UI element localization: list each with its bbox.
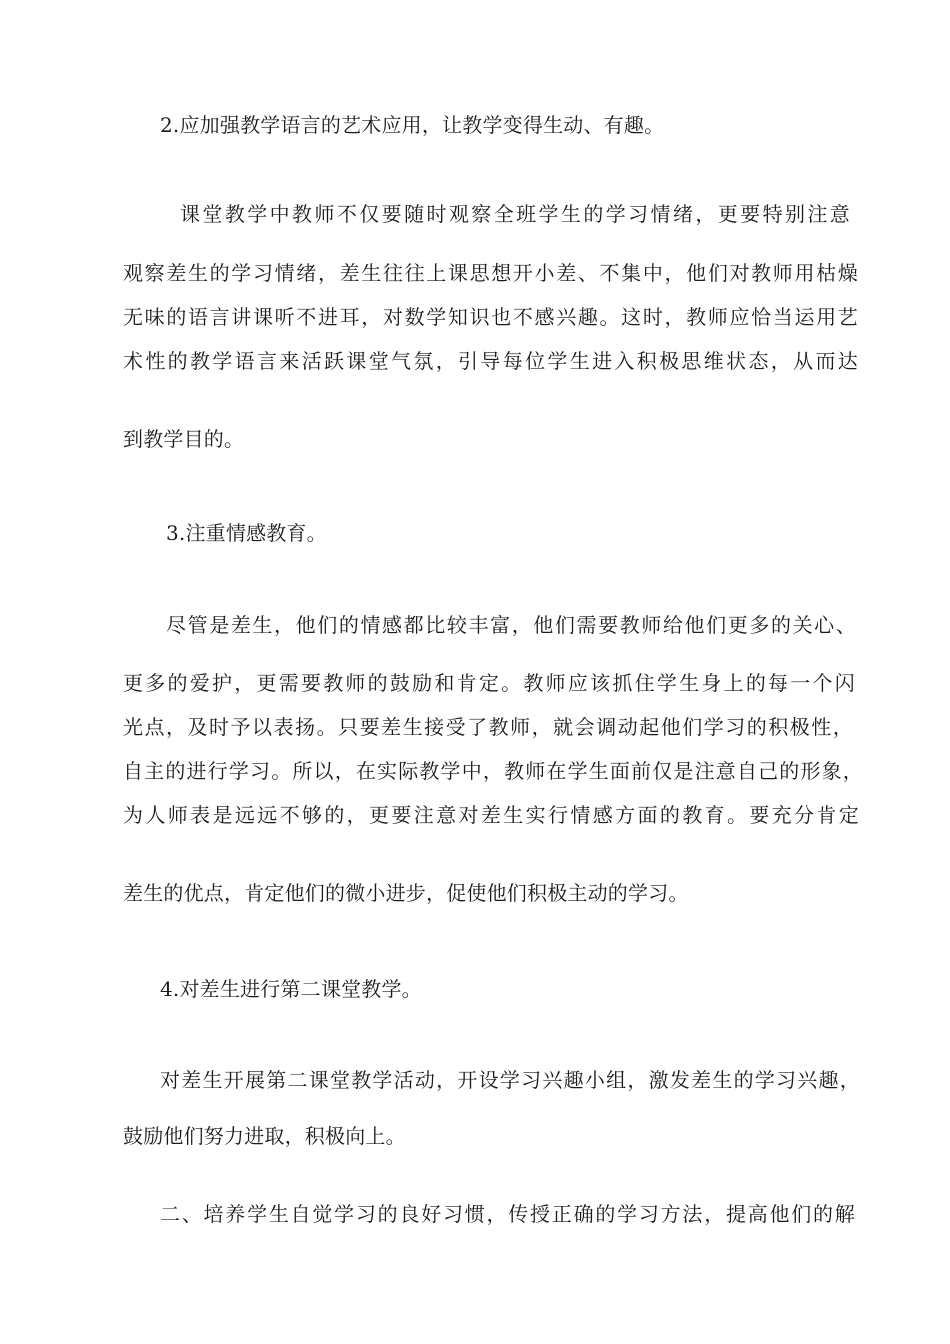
paragraph-3-line-2: 更多的爱护，更需要教师的鼓励和肯定。教师应该抓住学生身上的每一个闪 xyxy=(123,671,855,695)
paragraph-2-line-1: 课堂教学中教师不仅要随时观察全班学生的学习情绪，更要特别注意 xyxy=(180,202,850,226)
paragraph-3-line-5: 为人师表是远远不够的，更要注意对差生实行情感方面的教育。要充分肯定 xyxy=(123,803,859,827)
heading-item-2: 2.应加强教学语言的艺术应用，让教学变得生动、有趣。 xyxy=(160,113,665,137)
paragraph-3-line-4: 自主的进行学习。所以，在实际教学中，教师在学生面前仅是注意自己的形象， xyxy=(123,759,863,783)
heading-item-3: 3.注重情感教育。 xyxy=(166,521,327,545)
heading-item-4: 4.对差生进行第二课堂教学。 xyxy=(160,977,422,1001)
paragraph-3-line-1: 尽管是差生，他们的情感都比较丰富，他们需要教师给他们更多的关心、 xyxy=(166,613,856,637)
paragraph-4-line-2: 鼓励他们努力进取，积极向上。 xyxy=(123,1124,406,1148)
paragraph-2-line-3: 无味的语言讲课听不进耳，对数学知识也不感兴趣。这时，教师应恰当运用艺 xyxy=(123,305,858,329)
paragraph-2-line-4: 术性的教学语言来活跃课堂气氛，引导每位学生进入积极思维状态，从而达 xyxy=(123,349,858,373)
paragraph-3-line-6: 差生的优点，肯定他们的微小进步，促使他们积极主动的学习。 xyxy=(123,881,689,905)
paragraph-4-line-1: 对差生开展第二课堂教学活动，开设学习兴趣小组，激发差生的学习兴趣， xyxy=(160,1068,860,1092)
paragraph-3-line-3: 光点，及时予以表扬。只要差生接受了教师，就会调动起他们学习的积极性， xyxy=(123,715,853,739)
paragraph-2-line-5: 到教学目的。 xyxy=(123,427,245,451)
paragraph-2-line-2: 观察差生的学习情绪，差生往往上课思想开小差、不集中，他们对教师用枯燥 xyxy=(123,261,858,285)
section-2-heading: 二、培养学生自觉学习的良好习惯，传授正确的学习方法，提高他们的解 xyxy=(160,1202,855,1226)
